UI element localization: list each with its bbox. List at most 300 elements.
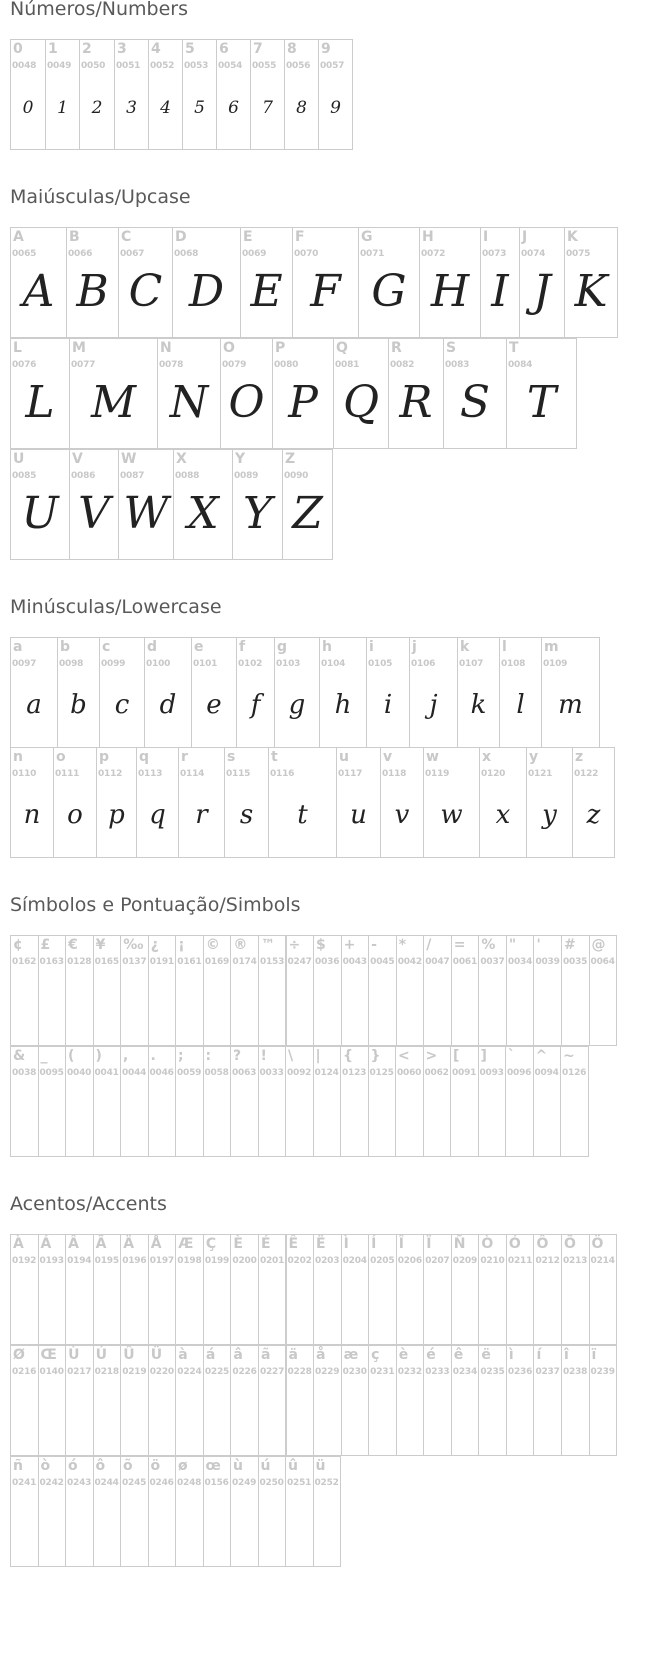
- glyph-code-label: 0128: [67, 957, 92, 967]
- glyph-sample: U: [21, 488, 59, 539]
- glyph-code-label: 0122: [574, 769, 599, 779]
- glyph-code-label: 0241: [12, 1478, 37, 1488]
- glyph-code-label: 0228: [287, 1367, 312, 1377]
- glyph-code-label: 0210: [480, 1256, 505, 1266]
- glyph-character-label: i: [369, 639, 374, 655]
- glyph-code-label: 0083: [445, 360, 470, 370]
- glyph-cell: [451, 1345, 480, 1456]
- glyph-character-label: ù: [233, 1458, 243, 1474]
- glyph-character-label: 7: [253, 41, 263, 57]
- glyph-cell: [45, 39, 80, 150]
- numbers-section-title: Números/Numbers: [10, 0, 188, 20]
- glyph-cell: [65, 1234, 94, 1345]
- glyph-code-label: 0203: [315, 1256, 340, 1266]
- glyph-sample: P: [288, 377, 318, 428]
- glyph-cell: [175, 935, 204, 1046]
- glyph-code-label: 0161: [177, 957, 202, 967]
- glyph-cell: [506, 338, 577, 449]
- glyph-character-label: y: [529, 749, 539, 765]
- glyph-character-label: .: [150, 1048, 156, 1064]
- glyph-cell: [396, 1345, 425, 1456]
- glyph-character-label: $: [316, 937, 326, 953]
- glyph-character-label: N: [160, 340, 172, 356]
- glyph-character-label: ê: [453, 1347, 464, 1363]
- glyph-cell: [96, 747, 137, 858]
- glyph-cell: [118, 227, 173, 338]
- glyph-character-label: Ë: [316, 1236, 326, 1252]
- glyph-cell: [541, 637, 600, 748]
- glyph-code-label: 0196: [122, 1256, 147, 1266]
- glyph-character-label: :: [205, 1048, 212, 1064]
- glyph-code-label: 0162: [12, 957, 37, 967]
- glyph-cell: [191, 637, 237, 748]
- glyph-sample: k: [470, 690, 487, 720]
- glyph-character-label: (: [68, 1048, 75, 1064]
- glyph-code-label: 0059: [177, 1068, 202, 1078]
- glyph-cell: [203, 1234, 232, 1345]
- glyph-cell: [286, 1234, 315, 1345]
- glyph-sample: N: [169, 377, 209, 428]
- glyph-cell: [341, 1345, 370, 1456]
- glyph-cell: [285, 1456, 314, 1567]
- glyph-sample: a: [26, 690, 42, 720]
- glyph-character-label: 5: [185, 41, 195, 57]
- glyph-character-label: A: [13, 229, 24, 245]
- glyph-sample: s: [239, 800, 254, 830]
- glyph-code-label: 0047: [425, 957, 450, 967]
- glyph-character-label: Æ: [178, 1236, 194, 1252]
- glyph-code-label: 0191: [149, 957, 174, 967]
- glyph-code-label: 0040: [67, 1068, 92, 1078]
- glyph-cell: [57, 637, 100, 748]
- glyph-code-label: 0108: [501, 659, 526, 669]
- glyph-character-label: %: [481, 937, 496, 953]
- glyph-code-label: 0214: [590, 1256, 615, 1266]
- glyph-cell: [10, 1456, 39, 1567]
- glyph-character-label: Û: [123, 1347, 135, 1363]
- glyph-code-label: 0035: [563, 957, 588, 967]
- glyph-code-label: 0211: [507, 1256, 533, 1266]
- glyph-character-label: {: [343, 1048, 353, 1064]
- glyph-character-label: U: [13, 451, 25, 467]
- glyph-character-label: 4: [151, 41, 161, 57]
- glyph-code-label: 0038: [12, 1068, 37, 1078]
- glyph-character-label: ú: [260, 1458, 271, 1474]
- glyph-character-label: c: [102, 639, 111, 655]
- glyph-character-label: -: [371, 937, 377, 953]
- glyph-code-label: 0080: [274, 360, 299, 370]
- glyph-code-label: 0140: [39, 1367, 64, 1377]
- glyph-code-label: 0195: [94, 1256, 119, 1266]
- glyph-code-label: 0093: [479, 1068, 504, 1078]
- glyph-sample: B: [76, 266, 109, 317]
- glyph-code-label: 0247: [287, 957, 312, 967]
- glyph-code-label: 0051: [116, 61, 141, 71]
- glyph-cell: [93, 1046, 122, 1157]
- glyph-cell: [533, 1046, 562, 1157]
- glyph-code-label: 0044: [122, 1068, 147, 1078]
- glyph-code-label: 0165: [94, 957, 119, 967]
- glyph-code-label: 0099: [101, 659, 126, 669]
- glyph-cell: [313, 1234, 342, 1345]
- glyph-code-label: 0042: [397, 957, 422, 967]
- glyph-cell: [93, 935, 122, 1046]
- glyph-cell: [533, 1234, 562, 1345]
- glyph-character-label: 8: [287, 41, 297, 57]
- glyph-code-label: 0066: [68, 249, 93, 259]
- glyph-character-label: V: [72, 451, 83, 467]
- glyph-code-label: 0194: [67, 1256, 92, 1266]
- glyph-cell: [178, 747, 225, 858]
- glyph-code-label: 0114: [180, 769, 205, 779]
- glyph-cell: [230, 1345, 259, 1456]
- glyph-code-label: 0086: [71, 471, 96, 481]
- glyph-code-label: 0061: [452, 957, 478, 967]
- glyph-sample: g: [288, 690, 306, 720]
- glyph-character-label: o: [56, 749, 66, 765]
- glyph-sample: H: [430, 266, 470, 317]
- glyph-code-label: 0049: [47, 61, 72, 71]
- glyph-character-label: ç: [371, 1347, 380, 1363]
- glyph-character-label: O: [223, 340, 235, 356]
- glyph-character-label: !: [260, 1048, 267, 1064]
- glyph-character-label: Ó: [508, 1236, 521, 1252]
- glyph-code-label: 0229: [315, 1367, 340, 1377]
- glyph-sample: l: [516, 690, 525, 720]
- glyph-cell: [120, 1345, 149, 1456]
- glyph-cell: [589, 1234, 618, 1345]
- glyph-code-label: 0120: [481, 769, 506, 779]
- glyph-cell: [423, 1345, 452, 1456]
- glyph-character-label: Õ: [564, 1236, 576, 1252]
- glyph-character-label: ï: [591, 1347, 597, 1363]
- glyph-sample: C: [128, 266, 163, 317]
- glyph-cell: [258, 1234, 287, 1345]
- glyph-character-label: b: [60, 639, 71, 655]
- glyph-character-label: I: [483, 229, 489, 245]
- glyph-sample: z: [586, 800, 601, 830]
- glyph-cell: [203, 1345, 232, 1456]
- glyph-sample: T: [526, 377, 557, 428]
- glyph-character-label: }: [370, 1048, 381, 1064]
- glyph-character-label: è: [398, 1347, 409, 1363]
- glyph-sample: L: [25, 377, 55, 428]
- glyph-sample: x: [495, 800, 511, 830]
- glyph-code-label: 0156: [204, 1478, 229, 1488]
- glyph-code-label: 0197: [149, 1256, 174, 1266]
- glyph-code-label: 0101: [193, 659, 218, 669]
- glyph-cell: [120, 1456, 149, 1567]
- glyph-cell: [368, 1345, 397, 1456]
- glyph-sample: m: [558, 690, 583, 720]
- glyph-sample: f: [250, 690, 261, 720]
- glyph-code-label: 0075: [566, 249, 591, 259]
- glyph-character-label: ñ: [13, 1458, 23, 1474]
- glyph-character-label: s: [227, 749, 236, 765]
- glyph-character-label: *: [398, 937, 407, 953]
- glyph-character-label: £: [40, 937, 51, 953]
- glyph-code-label: 0068: [174, 249, 199, 259]
- glyph-character-label: ö: [150, 1458, 161, 1474]
- glyph-code-label: 0204: [342, 1256, 367, 1266]
- glyph-code-label: 0037: [480, 957, 505, 967]
- glyph-character-label: ): [95, 1048, 102, 1064]
- glyph-code-label: 0091: [452, 1068, 477, 1078]
- glyph-code-label: 0207: [425, 1256, 450, 1266]
- glyph-cell: [69, 338, 158, 449]
- glyph-character-label: ü: [315, 1458, 326, 1474]
- glyph-code-label: 0232: [397, 1367, 422, 1377]
- glyph-character-label: ¢: [13, 937, 23, 953]
- glyph-cell: [282, 449, 333, 560]
- glyph-sample: b: [70, 690, 87, 720]
- glyph-character-label: x: [482, 749, 492, 765]
- glyph-code-label: 0074: [521, 249, 546, 259]
- glyph-code-label: 0043: [342, 957, 367, 967]
- glyph-cell: [396, 1234, 425, 1345]
- glyph-cell: [564, 227, 618, 338]
- glyph-character-label: `: [508, 1048, 515, 1064]
- glyph-cell: [286, 1345, 315, 1456]
- glyph-sample: 5: [194, 98, 205, 118]
- glyph-code-label: 0084: [508, 360, 533, 370]
- glyph-sample: F: [310, 266, 341, 317]
- glyph-cell: [220, 338, 273, 449]
- glyph-cell: [157, 338, 221, 449]
- glyph-character-label: W: [121, 451, 137, 467]
- glyph-cell: [366, 637, 410, 748]
- glyph-character-label: T: [509, 340, 519, 356]
- glyph-cell: [175, 1234, 204, 1345]
- glyph-code-label: 0069: [242, 249, 267, 259]
- glyph-cell: [499, 637, 542, 748]
- glyph-code-label: 0200: [232, 1256, 257, 1266]
- glyph-cell: [340, 1046, 369, 1157]
- glyph-character-label: ì: [508, 1347, 514, 1363]
- glyph-character-label: ¥: [95, 937, 106, 953]
- glyph-character-label: >: [425, 1048, 438, 1064]
- glyph-sample: 8: [296, 98, 307, 118]
- glyph-code-label: 0111: [55, 769, 80, 779]
- glyph-code-label: 0193: [39, 1256, 64, 1266]
- glyph-cell: [230, 1234, 259, 1345]
- glyph-cell: [506, 1345, 535, 1456]
- glyph-code-label: 0058: [204, 1068, 229, 1078]
- glyph-sample: 3: [126, 98, 137, 118]
- glyph-character-label: ¡: [178, 937, 185, 953]
- glyph-cell: [203, 1456, 232, 1567]
- glyph-character-label: ô: [95, 1458, 106, 1474]
- glyph-character-label: î: [564, 1347, 569, 1363]
- glyph-character-label: ©: [205, 937, 220, 953]
- glyph-sample: E: [250, 266, 283, 317]
- glyph-sample: K: [574, 266, 608, 317]
- glyph-sample: 4: [160, 98, 171, 118]
- glyph-character-label: P: [275, 340, 286, 356]
- glyph-character-label: 0: [13, 41, 23, 57]
- glyph-cell: [313, 1345, 342, 1456]
- glyph-character-label: r: [181, 749, 188, 765]
- glyph-cell: [533, 935, 562, 1046]
- glyph-cell: [333, 338, 389, 449]
- glyph-sample: I: [491, 266, 509, 317]
- glyph-cell: [258, 935, 287, 1046]
- glyph-character-label: Ï: [426, 1236, 432, 1252]
- glyph-cell: [313, 1456, 342, 1567]
- glyph-code-label: 0235: [480, 1367, 505, 1377]
- glyph-code-label: 0226: [232, 1367, 257, 1377]
- glyph-character-label: ø: [178, 1458, 188, 1474]
- glyph-cell: [10, 338, 70, 449]
- glyph-code-label: 0115: [226, 769, 251, 779]
- glyph-cell: [136, 747, 179, 858]
- glyph-character-label: Î: [398, 1236, 404, 1252]
- glyph-cell: [396, 935, 425, 1046]
- glyph-cell: [560, 1046, 589, 1157]
- glyph-cell: [93, 1456, 122, 1567]
- glyph-code-label: 0109: [543, 659, 568, 669]
- glyph-code-label: 0125: [369, 1068, 394, 1078]
- glyph-code-label: 0245: [122, 1478, 147, 1488]
- glyph-character-label: õ: [123, 1458, 133, 1474]
- glyph-code-label: 0060: [397, 1068, 422, 1078]
- glyph-character-label: j: [412, 639, 417, 655]
- glyph-code-label: 0163: [39, 957, 64, 967]
- glyph-cell: [519, 227, 565, 338]
- glyph-character-label: H: [422, 229, 434, 245]
- glyph-character-label: œ: [205, 1458, 221, 1474]
- glyph-cell: [230, 1456, 259, 1567]
- glyph-cell: [232, 449, 283, 560]
- glyph-code-label: 0116: [270, 769, 295, 779]
- glyph-cell: [173, 449, 233, 560]
- glyph-code-label: 0088: [175, 471, 200, 481]
- glyph-code-label: 0252: [314, 1478, 339, 1488]
- glyph-character-label: ó: [68, 1458, 78, 1474]
- glyph-character-label: Ô: [536, 1236, 549, 1252]
- glyph-code-label: 0199: [204, 1256, 230, 1266]
- glyph-code-label: 0041: [94, 1068, 119, 1078]
- glyph-character-label: á: [205, 1347, 216, 1363]
- glyph-code-label: 0052: [150, 61, 175, 71]
- glyph-character-label: ‰: [123, 937, 144, 953]
- glyph-code-label: 0098: [59, 659, 84, 669]
- glyph-character-label: g: [277, 639, 288, 655]
- glyph-character-label: ": [508, 937, 517, 953]
- glyph-character-label: u: [339, 749, 349, 765]
- glyph-code-label: 0054: [218, 61, 243, 71]
- glyph-character-label: q: [139, 749, 150, 765]
- glyph-code-label: 0070: [294, 249, 319, 259]
- glyph-cell: [368, 935, 397, 1046]
- glyph-cell: [368, 1046, 397, 1157]
- glyph-code-label: 0063: [232, 1068, 257, 1078]
- glyph-character-label: 3: [117, 41, 127, 57]
- glyph-code-label: 0105: [368, 659, 393, 669]
- glyph-sample: u: [350, 800, 367, 830]
- glyph-cell: [172, 227, 241, 338]
- glyph-sample: O: [228, 377, 265, 428]
- glyph-character-label: l: [502, 639, 507, 655]
- glyph-character-label: Z: [285, 451, 296, 467]
- glyph-code-label: 0046: [149, 1068, 174, 1078]
- glyph-character-label: é: [426, 1347, 436, 1363]
- glyph-character-label: =: [453, 937, 466, 953]
- glyph-sample: D: [188, 266, 225, 317]
- glyph-cell: [336, 747, 381, 858]
- glyph-cell: [368, 1234, 397, 1345]
- glyph-character-label: Ê: [288, 1236, 299, 1252]
- accents-section-title: Acentos/Accents: [10, 1193, 167, 1215]
- glyph-cell: [272, 338, 334, 449]
- glyph-character-label: À: [13, 1236, 24, 1252]
- glyph-character-label: t: [271, 749, 278, 765]
- glyph-cell: [478, 1046, 507, 1157]
- glyph-code-label: 0104: [321, 659, 346, 669]
- glyph-code-label: 0246: [149, 1478, 174, 1488]
- glyph-code-label: 0033: [259, 1068, 284, 1078]
- glyph-sample: h: [334, 690, 352, 720]
- glyph-cell: [148, 39, 183, 150]
- glyph-cell: [313, 1046, 342, 1157]
- glyph-sample: y: [542, 800, 557, 830]
- glyph-code-label: 0217: [67, 1367, 92, 1377]
- glyph-character-label: X: [176, 451, 187, 467]
- glyph-code-label: 0071: [360, 249, 385, 259]
- glyph-character-label: ': [536, 937, 541, 953]
- glyph-character-label: Y: [235, 451, 246, 467]
- glyph-code-label: 0198: [177, 1256, 202, 1266]
- glyph-cell: [93, 1234, 122, 1345]
- glyph-cell: [10, 227, 67, 338]
- glyph-character-label: ,: [123, 1048, 129, 1064]
- glyph-sample: Z: [292, 488, 323, 539]
- glyph-code-label: 0096: [507, 1068, 532, 1078]
- glyph-code-label: 0082: [390, 360, 415, 370]
- glyph-cell: [236, 637, 275, 748]
- glyph-sample: X: [187, 488, 219, 539]
- glyph-character-label: C: [121, 229, 132, 245]
- glyph-code-label: 0205: [370, 1256, 395, 1266]
- glyph-character-label: ä: [288, 1347, 298, 1363]
- glyph-character-label: Å: [150, 1236, 162, 1252]
- glyph-character-label: E: [243, 229, 253, 245]
- glyph-cell: [10, 1234, 39, 1345]
- glyph-code-label: 0119: [425, 769, 450, 779]
- glyph-cell: [10, 747, 54, 858]
- glyph-code-label: 0242: [39, 1478, 64, 1488]
- glyph-cell: [341, 1234, 370, 1345]
- glyph-sample: V: [78, 488, 110, 539]
- glyph-code-label: 0117: [338, 769, 363, 779]
- glyph-cell: [175, 1456, 204, 1567]
- glyph-character-label: €: [68, 937, 78, 953]
- glyph-cell: [10, 935, 39, 1046]
- glyph-character-label: h: [322, 639, 332, 655]
- glyph-cell: [144, 637, 192, 748]
- glyph-character-label: Ù: [68, 1347, 80, 1363]
- glyph-code-label: 0055: [252, 61, 277, 71]
- glyph-cell: [561, 935, 590, 1046]
- glyph-character-label: [: [453, 1048, 460, 1064]
- glyph-code-label: 0081: [335, 360, 360, 370]
- glyph-sample: 6: [228, 98, 239, 118]
- glyph-character-label: ~: [563, 1048, 575, 1064]
- glyph-sample: R: [399, 377, 433, 428]
- glyph-cell: [148, 1046, 177, 1157]
- glyph-character-label: /: [426, 937, 432, 953]
- glyph-code-label: 0124: [314, 1068, 339, 1078]
